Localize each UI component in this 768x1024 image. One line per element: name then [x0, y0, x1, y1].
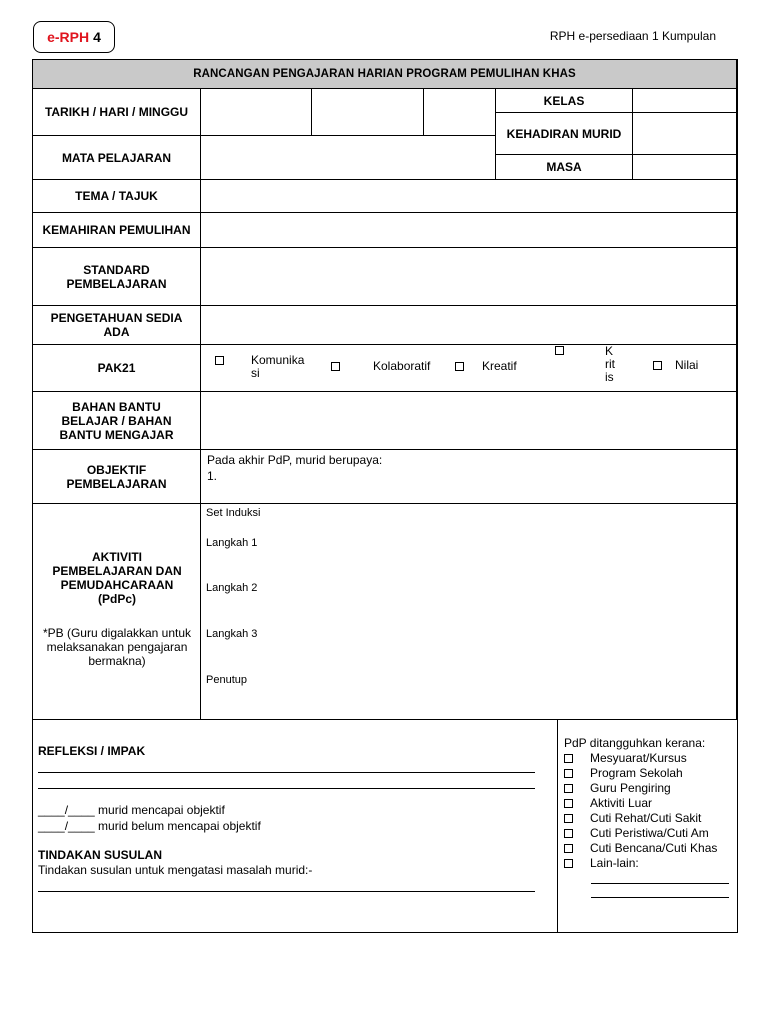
- step-langkah-1: Langkah 1: [206, 537, 258, 549]
- pak21-checkbox-kreatif[interactable]: [455, 362, 464, 371]
- bahan-field[interactable]: [201, 392, 737, 450]
- label-bahan: BAHAN BANTU BELAJAR / BAHAN BANTU MENGAJAR: [33, 392, 201, 450]
- mata-pelajaran-field[interactable]: [201, 136, 496, 180]
- step-langkah-3: Langkah 3: [206, 628, 258, 640]
- label-kemahiran: KEMAHIRAN PEMULIHAN: [33, 213, 201, 248]
- tarikh-field-3[interactable]: [424, 89, 496, 136]
- header-caption: RPH e-persediaan 1 Kumpulan: [549, 29, 716, 43]
- step-penutup: Penutup: [206, 674, 247, 686]
- murid-belum-mencapai: ____/____ murid belum mencapai objektif: [38, 819, 261, 833]
- kelas-field[interactable]: [633, 89, 737, 113]
- ditangguhkan-item[interactable]: Cuti Peristiwa/Cuti Am: [564, 826, 717, 841]
- standard-field[interactable]: [201, 248, 737, 306]
- pak21-label-kritis: K rit is: [605, 344, 615, 384]
- refleksi-title: REFLEKSI / IMPAK: [38, 744, 146, 758]
- refleksi-section[interactable]: [33, 720, 558, 932]
- form-title: RANCANGAN PENGAJARAN HARIAN PROGRAM PEMULIHAN KHAS: [33, 60, 737, 89]
- tarikh-field-1[interactable]: [201, 89, 312, 136]
- ditangguhkan-item[interactable]: Lain-lain:: [564, 856, 717, 871]
- ditangguhkan-item[interactable]: Guru Pengiring: [564, 781, 717, 796]
- tema-field[interactable]: [201, 180, 737, 213]
- kemahiran-field[interactable]: [201, 213, 737, 248]
- label-aktiviti-cell: [33, 504, 201, 720]
- pak21-checkbox-komunikasi[interactable]: [215, 356, 224, 365]
- lain-lain-line-2: [591, 897, 729, 898]
- ditangguhkan-item[interactable]: Mesyuarat/Kursus: [564, 751, 717, 766]
- label-kelas: KELAS: [496, 89, 633, 113]
- label-tarikh: TARIKH / HARI / MINGGU: [33, 89, 201, 136]
- pak21-label-kolaboratif: Kolaboratif: [373, 359, 431, 373]
- step-langkah-2: Langkah 2: [206, 582, 258, 594]
- ditangguhkan-title: PdP ditangguhkan kerana:: [564, 736, 706, 750]
- label-mata-pelajaran: MATA PELAJARAN: [33, 136, 201, 180]
- aktiviti-note: *PB (Guru digalakkan untuk melaksanakan pengajaran bermakna): [42, 626, 192, 668]
- step-set-induksi: Set Induksi: [206, 507, 261, 519]
- badge-prefix: e-RPH: [47, 29, 90, 45]
- pak21-label-kreatif: Kreatif: [482, 359, 517, 373]
- rph-form: [32, 59, 738, 933]
- pak21-label-nilai: Nilai: [675, 358, 699, 372]
- pengetahuan-field[interactable]: [201, 306, 737, 345]
- ditangguhkan-section: [558, 720, 737, 932]
- ditangguhkan-item[interactable]: Aktiviti Luar: [564, 796, 717, 811]
- badge-number: 4: [93, 29, 101, 45]
- refleksi-line-2: [38, 788, 535, 789]
- tindakan-text: Tindakan susulan untuk mengatasi masalah murid:-: [38, 863, 313, 877]
- tindakan-line: [38, 891, 535, 892]
- label-aktiviti: AKTIVITI PEMBELAJARAN DAN PEMUDAHCARAAN (PdPc): [52, 550, 182, 606]
- pak21-checkbox-kolaboratif[interactable]: [331, 362, 340, 371]
- pak21-checkbox-kritis[interactable]: [555, 346, 564, 355]
- label-pengetahuan: PENGETAHUAN SEDIA ADA: [33, 306, 201, 345]
- label-kehadiran: KEHADIRAN MURID: [496, 113, 633, 155]
- aktiviti-field[interactable]: [201, 504, 737, 720]
- label-tema: TEMA / TAJUK: [33, 180, 201, 213]
- pak21-label-komunikasi: Komunika si: [251, 353, 305, 380]
- tarikh-field-2[interactable]: [312, 89, 424, 136]
- label-masa: MASA: [496, 155, 633, 180]
- label-objektif: OBJEKTIF PEMBELAJARAN: [33, 450, 201, 504]
- erph-badge: [33, 21, 115, 53]
- murid-mencapai: ____/____ murid mencapai objektif: [38, 803, 225, 817]
- ditangguhkan-list: [564, 751, 717, 871]
- ditangguhkan-item[interactable]: Program Sekolah: [564, 766, 717, 781]
- label-pak21: PAK21: [33, 345, 201, 392]
- masa-field[interactable]: [633, 155, 737, 180]
- tindakan-title: TINDAKAN SUSULAN: [38, 848, 162, 862]
- pak21-options: [201, 345, 737, 392]
- objektif-intro: Pada akhir PdP, murid berupaya:: [207, 453, 383, 467]
- label-standard: STANDARD PEMBELAJARAN: [33, 248, 201, 306]
- refleksi-line-1: [38, 772, 535, 773]
- lain-lain-line-1: [591, 883, 729, 884]
- ditangguhkan-item[interactable]: Cuti Rehat/Cuti Sakit: [564, 811, 717, 826]
- ditangguhkan-item[interactable]: Cuti Bencana/Cuti Khas: [564, 841, 717, 856]
- objektif-item-1: 1.: [207, 469, 218, 483]
- kehadiran-field[interactable]: [633, 113, 737, 155]
- objektif-field[interactable]: [201, 450, 737, 504]
- pak21-checkbox-nilai[interactable]: [653, 361, 662, 370]
